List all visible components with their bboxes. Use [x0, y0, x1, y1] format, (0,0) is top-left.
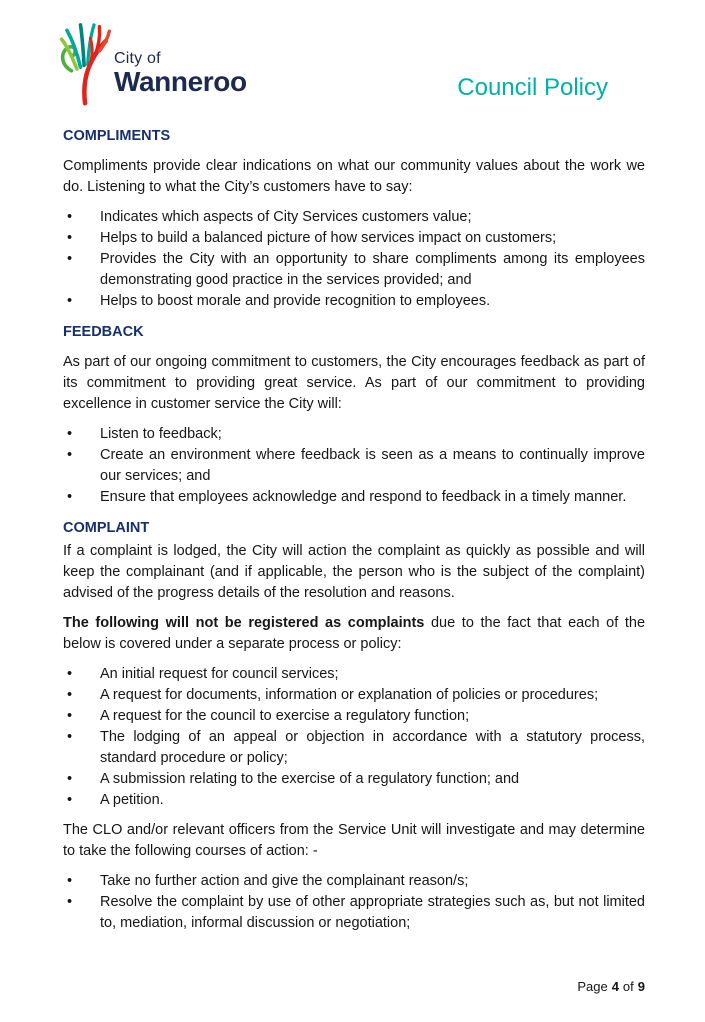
paragraph [63, 613, 645, 655]
logo-wanneroo-text: Wanneroo [114, 66, 247, 97]
list-item: • Helps to build a balanced picture of how services impact on customers; [63, 228, 645, 249]
list-item: • A submission relating to the exercise of a regulatory function; and [63, 769, 645, 790]
list-item: • Provides the City with an opportunity to share compliments among its employees demonstrating good practice in the services provided; and [63, 249, 645, 291]
paragraph: As part of our ongoing commitment to customers, the City encourages feedback as part of its commitment to providing great service. As part of our commitment to providing excellence in customer service the City will: [63, 354, 645, 412]
list-item: • An initial request for council services; [63, 664, 645, 685]
document-body [0, 112, 705, 934]
page-footer [577, 979, 645, 994]
list-item: • A request for documents, information or explanation of policies or procedures; [63, 685, 645, 706]
list-item: • Take no further action and give the complainant reason/s; [63, 871, 645, 892]
section-heading: COMPLIMENTS [63, 128, 171, 144]
list-item: • The lodging of an appeal or objection in accordance with a statutory process, standard procedure or policy; [63, 727, 645, 769]
bullet-list [63, 424, 645, 508]
footer-page-number: 4 [611, 979, 619, 994]
paragraph-text: due to the fact that each of the below is covered under a separate process or policy: [63, 615, 646, 652]
bullet-list [63, 664, 645, 811]
list-item: • Ensure that employees acknowledge and respond to feedback in a timely manner. [63, 487, 645, 508]
document-title: Council Policy [457, 74, 608, 101]
footer-of-label: of [622, 979, 634, 994]
list-item: • Listen to feedback; [63, 424, 645, 445]
list-item: • Helps to boost morale and provide recognition to employees. [63, 291, 645, 312]
bullet-list [63, 871, 645, 934]
kangaroo-paw-icon [58, 12, 112, 108]
section-heading: FEEDBACK [63, 324, 144, 340]
list-item: • A request for the council to exercise a regulatory function; [63, 706, 645, 727]
list-item: • Indicates which aspects of City Services customers value; [63, 207, 645, 228]
footer-total-pages: 9 [637, 979, 645, 994]
list-item: • Resolve the complaint by use of other appropriate strategies such as, but not limited to, mediation, informal discussion or negotiation; [63, 892, 645, 934]
page-header [0, 0, 705, 112]
list-item: • A petition. [63, 790, 645, 811]
paragraph-bold-lead: The following will not be registered as complaints [63, 615, 425, 631]
logo-wordmark [114, 50, 247, 96]
paragraph: The CLO and/or relevant officers from the Service Unit will investigate and may determine to take the following courses of action: - [63, 822, 645, 859]
paragraph: Compliments provide clear indications on what our community values about the work we do. Listening to what the City’s customers have to say: [63, 158, 645, 195]
paragraph: If a complaint is lodged, the City will action the complaint as quickly as possible and will keep the complainant (and if applicable, the person who is the subject of the complaint) advised of the progress details of the resolution and reasons. [63, 543, 645, 601]
section-heading: COMPLAINT [63, 520, 150, 536]
logo-city-of-text: City of [114, 50, 161, 67]
list-item: • Create an environment where feedback is seen as a means to continually improve our services; and [63, 445, 645, 487]
bullet-list [63, 207, 645, 312]
footer-page-label: Page [577, 979, 608, 994]
